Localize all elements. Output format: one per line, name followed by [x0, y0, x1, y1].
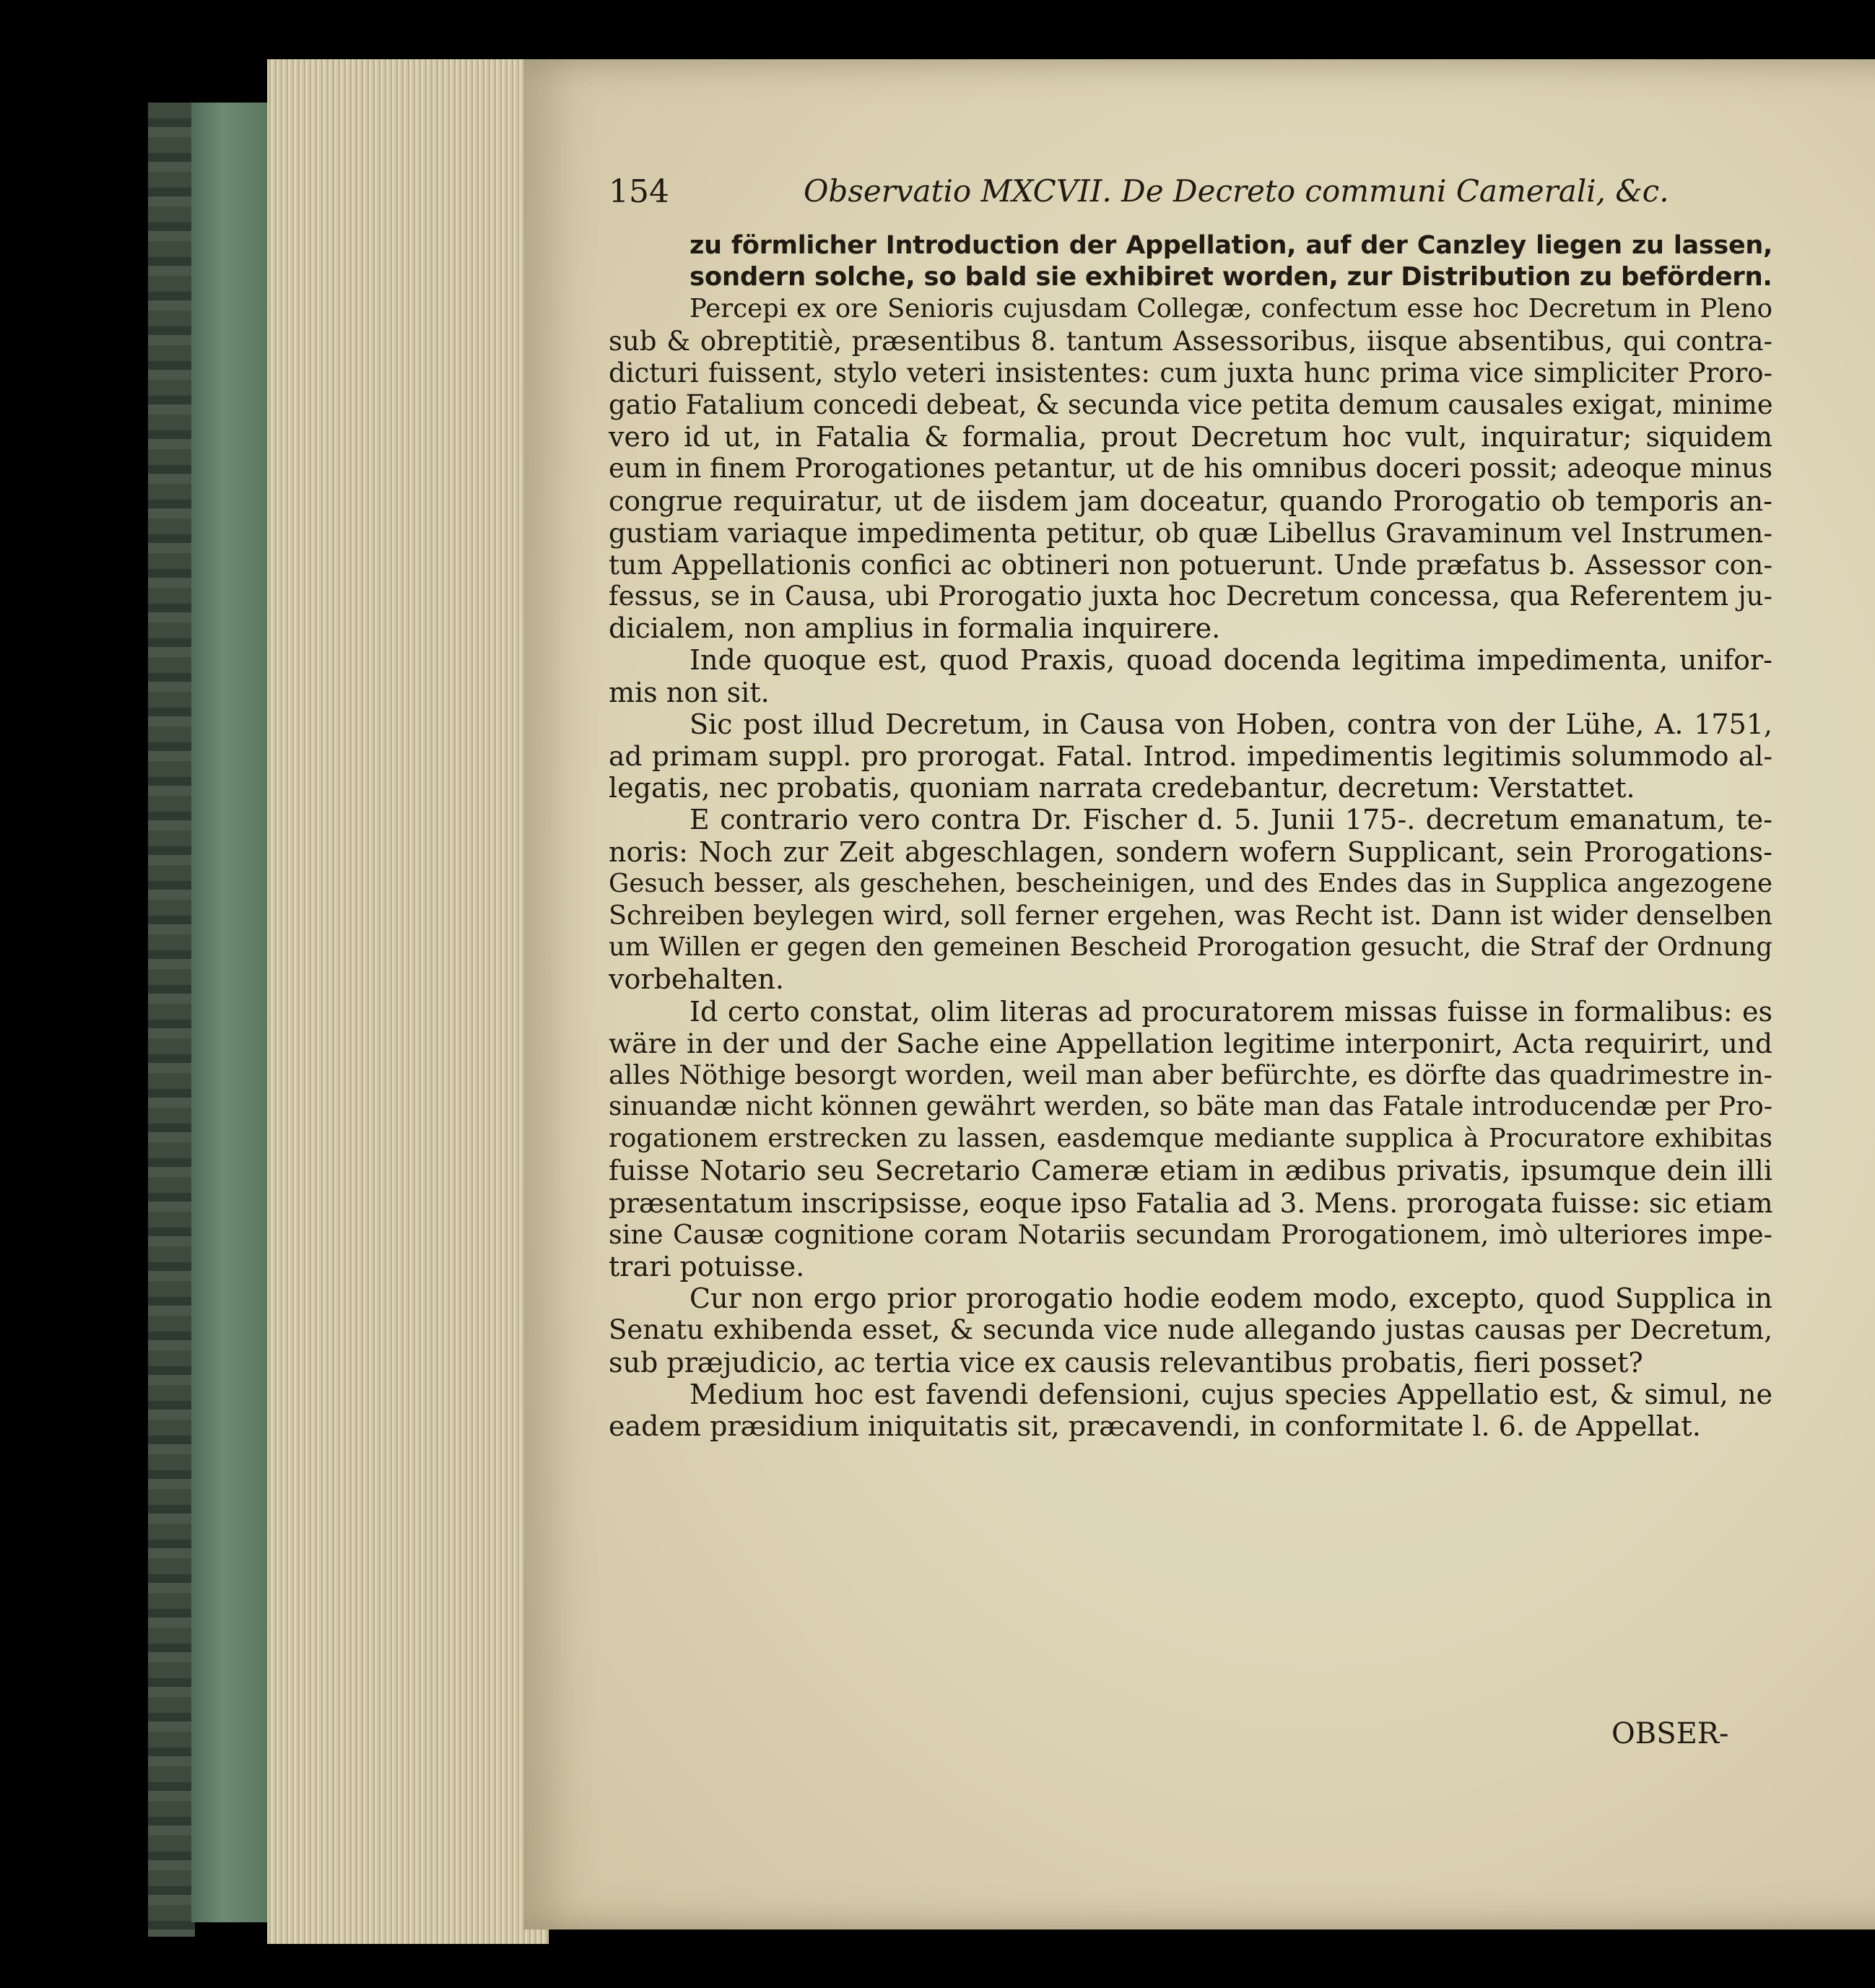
book-spine	[148, 103, 195, 1937]
text-line: sub & obreptitiè, præsentibus 8. tantum Assessoribus, iisque absentibus, qui contra-	[609, 325, 1772, 357]
text-line: Schreiben beylegen wird, soll ferner ergehen, was Recht ist. Dann ist wider denselben	[609, 899, 1772, 931]
text-line: sinuandæ nicht können gewährt werden, so bäte man das Fatale introducendæ per Pro-	[609, 1092, 1772, 1122]
text-line: Inde quoque est, quod Praxis, quoad docenda legitima impedimenta, unifor-	[689, 644, 1772, 677]
text-line: mis non sit.	[609, 676, 770, 708]
text-line: Id certo constat, olim literas ad procuratorem missas fuisse in formalibus: es	[689, 995, 1772, 1028]
text-line: legatis, nec probatis, quoniam narrata credebantur, decretum: Verstattet.	[609, 772, 1635, 804]
page-edges	[267, 59, 549, 1944]
text-line: fessus, se in Causa, ubi Prorogatio juxta hoc Decretum concessa, qua Referentem ju-	[609, 581, 1772, 612]
text-line: eadem præsidium iniquitatis sit, præcavendi, in conformitate l. 6. de Appellat.	[609, 1410, 1701, 1442]
text-line: vorbehalten.	[609, 963, 784, 996]
text-line: wäre in der und der Sache eine Appellation legitime interponirt, Acta requirirt, und	[609, 1027, 1772, 1059]
text-line: Senatu exhibenda esset, & secunda vice nude allegando justas causas per Decretum,	[609, 1314, 1772, 1346]
page-edges-green	[191, 103, 271, 1922]
text-line: Cur non ergo prior prorogatio hodie eodem modo, excepto, quod Supplica in	[689, 1282, 1772, 1315]
text-line: dicturi fuissent, stylo veteri insistentes: cum juxta hunc prima vice simpliciter Proro-	[609, 357, 1772, 389]
text-line: gatio Fatalium concedi debeat, & secunda vice petita demum causales exigat, minime	[609, 389, 1773, 420]
text-line: Percepi ex ore Senioris cujusdam Collegæ, confectum esse hoc Decretum in Pleno	[689, 294, 1772, 324]
text-line: zu förmlicher Introduction der Appellation, auf der Canzley liegen zu lassen,	[689, 231, 1772, 260]
page-header	[609, 173, 1669, 224]
running-title: Observatio MXCVII. De Decreto communi Camerali, &c.	[804, 173, 1669, 209]
text-line: sub præjudicio, ac tertia vice ex causis relevantibus probatis, fieri posset?	[609, 1346, 1643, 1379]
page-number: 154	[609, 173, 669, 210]
text-line: rogationem erstrecken zu lassen, easdemque mediante supplica à Procuratore exhibitas	[609, 1124, 1772, 1154]
text-line: Medium hoc est favendi defensioni, cujus species Appellatio est, & simul, ne	[689, 1378, 1772, 1410]
text-line: E contrario vero contra Dr. Fischer d. 5. Junii 175-. decretum emanatum, te-	[689, 804, 1772, 836]
text-line: fuisse Notario seu Secretario Cameræ etiam in ædibus privatis, ipsumque dein illi	[609, 1155, 1772, 1187]
text-line: sine Causæ cognitione coram Notariis secundam Prorogationem, imò ulteriores impe-	[609, 1218, 1772, 1250]
text-line: Sic post illud Decretum, in Causa von Hoben, contra von der Lühe, A. 1751,	[689, 708, 1772, 740]
text-line: gustiam variaque impedimenta petitur, ob quæ Libellus Gravaminum vel Instrumen-	[609, 516, 1772, 549]
text-line: vero id ut, in Fatalia & formalia, prout Decretum hoc vult, inquiratur; siquidem	[609, 421, 1772, 453]
text-line: dicialem, non amplius in formalia inquirere.	[609, 612, 1221, 645]
text-line: præsentatum inscripsisse, eoque ipso Fatalia ad 3. Mens. prorogata fuisse: sic etiam	[609, 1186, 1773, 1219]
text-line: Gesuch besser, als geschehen, bescheinigen, und des Endes das in Supplica angezogene	[609, 868, 1772, 898]
text-line: um Willen er gegen den gemeinen Bescheid Prorogation gesucht, die Straf der Ordnung	[609, 932, 1772, 963]
text-line: congrue requiratur, ut de iisdem jam doceatur, quando Prorogatio ob temporis an-	[609, 485, 1772, 517]
text-line: trari potuisse.	[609, 1251, 805, 1282]
text-line: noris: Noch zur Zeit abgeschlagen, sondern wofern Supplicant, sein Prorogations-	[609, 835, 1772, 868]
text-line: eum in finem Prorogationes petantur, ut de his omnibus doceri possit; adeoque minus	[609, 453, 1772, 485]
text-line: sondern solche, so bald sie exhibiret worden, zur Distribution zu befördern.	[689, 262, 1772, 292]
catchword: OBSER-	[1611, 1717, 1729, 1750]
body-text	[609, 230, 1772, 1442]
text-line: alles Nöthige besorgt worden, weil man aber befürchte, es dörfte das quadrimestre in-	[609, 1059, 1772, 1090]
text-line: ad primam suppl. pro prorogat. Fatal. Introd. impedimentis legitimis solummodo al-	[609, 740, 1772, 772]
text-line: tum Appellationis confici ac obtineri non potuerunt. Unde præfatus b. Assessor con-	[609, 548, 1772, 581]
